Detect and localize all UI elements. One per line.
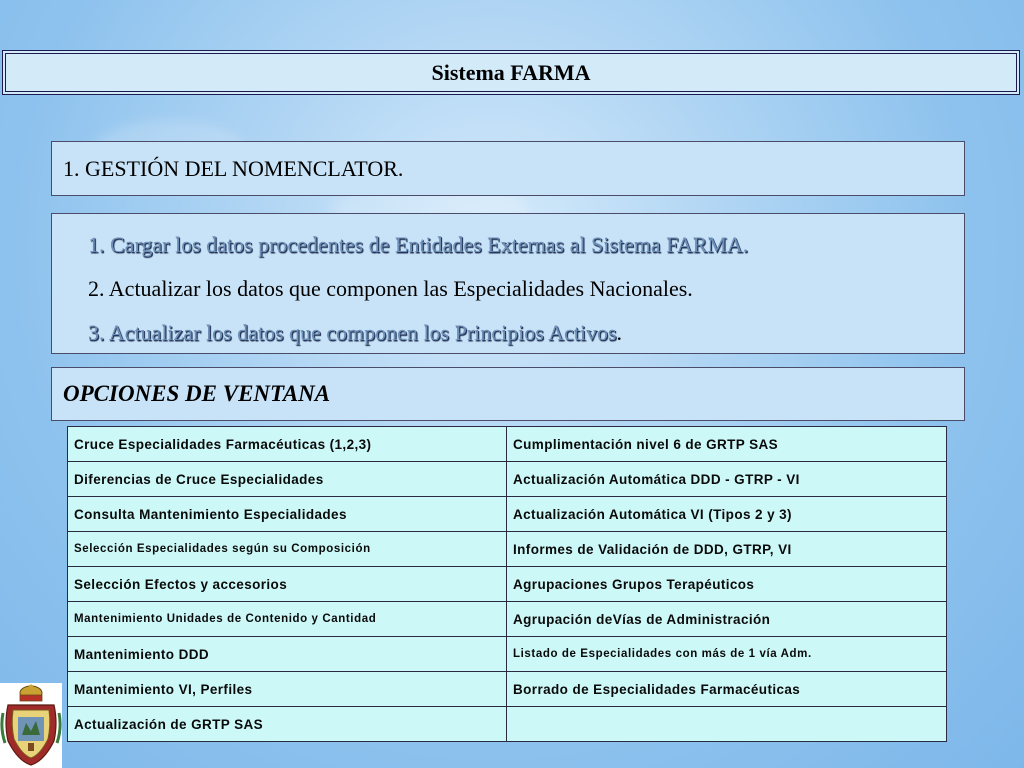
table-cell[interactable]: Borrado de Especialidades Farmacéuticas — [507, 672, 947, 707]
window-options-table — [67, 426, 947, 742]
task-item-3[interactable] — [88, 317, 964, 361]
coat-of-arms-icon — [0, 683, 62, 768]
table-cell[interactable]: Diferencias de Cruce Especialidades — [68, 462, 507, 497]
table-cell[interactable]: Informes de Validación de DDD, GTRP, VI — [507, 532, 947, 567]
table-cell[interactable] — [507, 707, 947, 742]
table-cell[interactable]: Consulta Mantenimiento Especialidades — [68, 497, 507, 532]
window-options-heading — [51, 367, 965, 421]
table-cell[interactable]: Selección Efectos y accesorios — [68, 567, 507, 602]
table-cell[interactable]: Cumplimentación nivel 6 de GRTP SAS — [507, 427, 947, 462]
task-item-3-text: 3. Actualizar los datos que componen los Principios Activos — [88, 320, 617, 345]
section-heading-text: 1. GESTIÓN DEL NOMENCLATOR. — [63, 155, 404, 181]
table-cell[interactable]: Agrupación deVías de Administración — [507, 602, 947, 637]
table-row — [68, 567, 947, 602]
table-cell[interactable]: Mantenimiento DDD — [68, 637, 507, 672]
table-cell[interactable]: Actualización Automática DDD - GTRP - VI — [507, 462, 947, 497]
page-title-text: Sistema FARMA — [431, 59, 591, 85]
task-item-1[interactable] — [88, 229, 964, 273]
task-item-2-text: 2. Actualizar los datos que componen las Especialidades Nacionales. — [88, 276, 693, 301]
table-cell[interactable]: Actualización Automática VI (Tipos 2 y 3) — [507, 497, 947, 532]
task-item-2 — [88, 273, 964, 317]
page-title — [2, 50, 1020, 95]
table-row — [68, 497, 947, 532]
window-options-heading-text: OPCIONES DE VENTANA — [63, 381, 331, 406]
table-cell[interactable]: Listado de Especialidades con más de 1 vía Adm. — [507, 637, 947, 672]
task-list — [51, 213, 965, 354]
section-heading — [51, 141, 965, 196]
table-cell[interactable]: Agrupaciones Grupos Terapéuticos — [507, 567, 947, 602]
table-cell[interactable]: Selección Especialidades según su Composición — [68, 532, 507, 567]
table-row — [68, 707, 947, 742]
task-item-3-suffix: . — [616, 320, 623, 345]
table-cell[interactable]: Mantenimiento Unidades de Contenido y Cantidad — [68, 602, 507, 637]
task-item-1-text: 1. Cargar los datos procedentes de Entidades Externas al Sistema FARMA. — [88, 232, 749, 257]
table-row — [68, 462, 947, 497]
table-row — [68, 672, 947, 707]
table-cell[interactable]: Actualización de GRTP SAS — [68, 707, 507, 742]
table-cell[interactable]: Mantenimiento VI, Perfiles — [68, 672, 507, 707]
table-row — [68, 602, 947, 637]
table-cell[interactable]: Cruce Especialidades Farmacéuticas (1,2,3) — [68, 427, 507, 462]
table-row — [68, 532, 947, 567]
table-row — [68, 637, 947, 672]
table-row — [68, 427, 947, 462]
